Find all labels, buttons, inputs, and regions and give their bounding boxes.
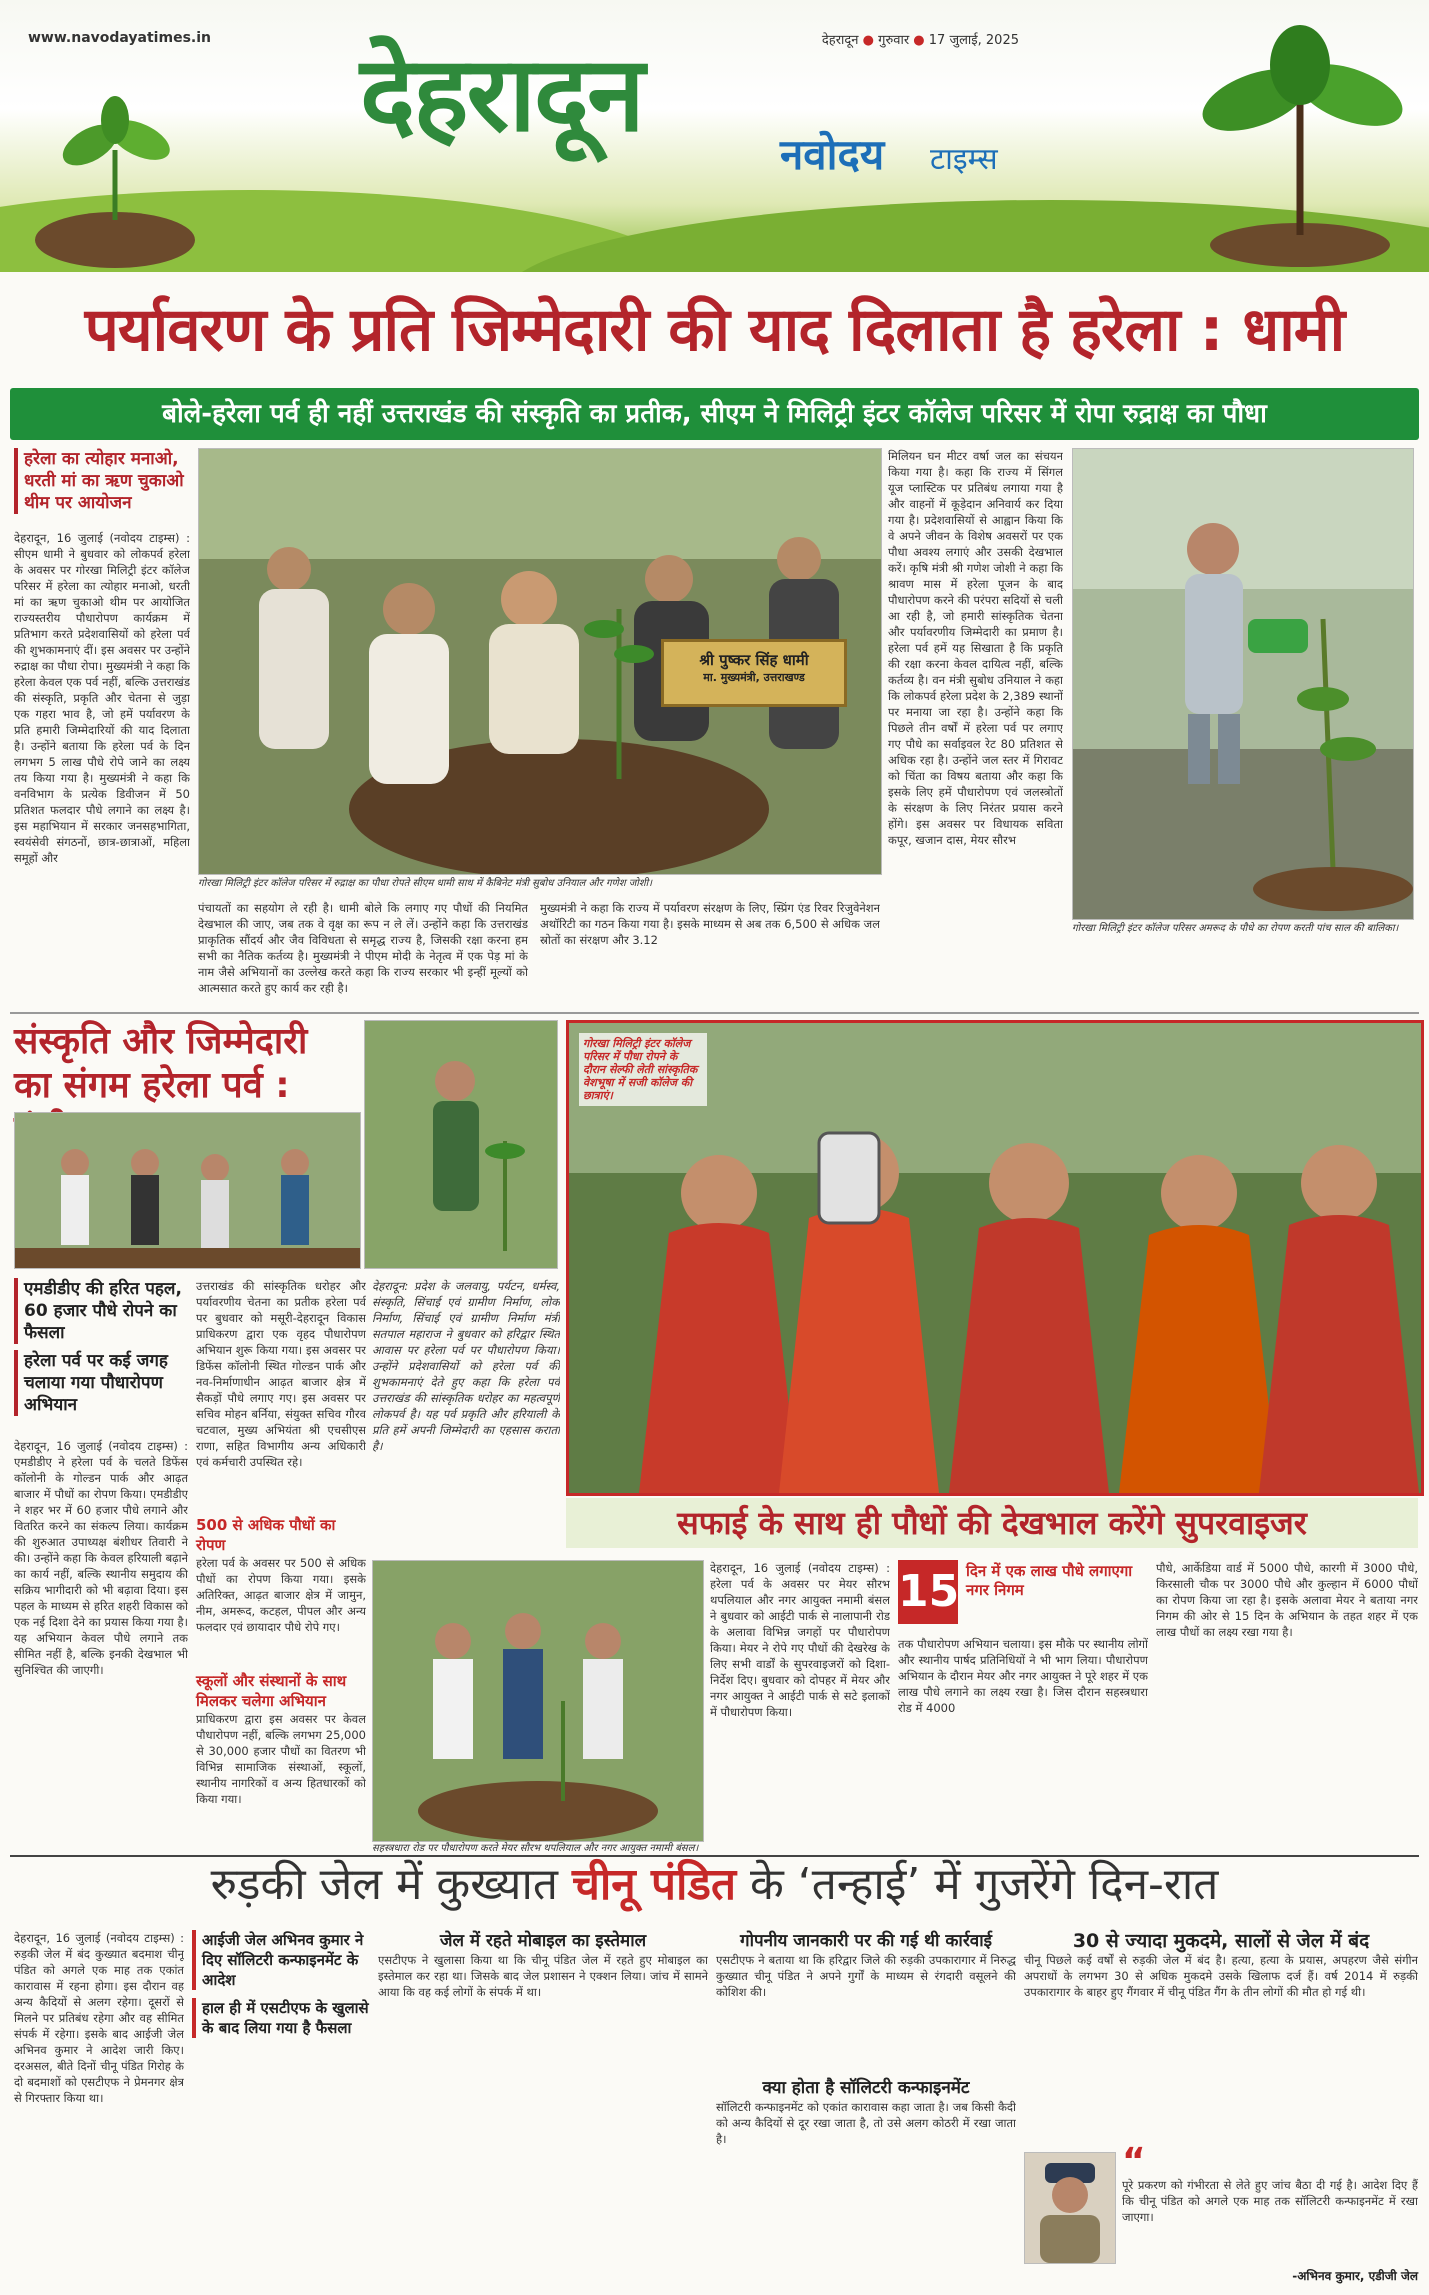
- dateline-date: 17 जुलाई, 2025: [928, 33, 1019, 48]
- story3-headline-2: हरेला पर्व पर कई जगह चलाया गया पौधारोपण अभियान: [14, 1350, 188, 1416]
- story2-red-sub-text: हरेला पर्व के अवसर पर 500 से अधिक पौधों का रोपण किया गया। इसके अतिरिक्त, आढ़त बाजार क्षेत्र में जामुन, नीम, अमरूद, कटहल, पीपल और अन्य फलदार एवं छायादार पौधे रोपे गए।: [196, 1556, 366, 1634]
- bottom-sub1-text: एसटीएफ ने खुलासा किया था कि चीनू पंडित जेल में रहते हुए मोबाइल का इस्तेमाल कर रहा था। जिसके बाद जेल प्रशासन ने एक्शन लिया। जांच में सामने आया कि वह कई लोगों के संपर्क में था।: [378, 1953, 708, 1999]
- masthead: [0, 0, 1429, 272]
- dateline-dot: ●: [913, 33, 925, 48]
- dateline-weekday: गुरुवार: [878, 33, 910, 48]
- story2-photo-minister: [364, 1020, 558, 1269]
- photo-illustration: [1025, 2153, 1115, 2263]
- plaque-title: मा. मुख्यमंत्री, उत्तराखण्ड: [703, 671, 805, 684]
- lead-column-mid-2: मुख्यमंत्री ने कहा कि राज्य में पर्यावरण संरक्षण के लिए, स्प्रिंग एंड रिवर रिजुवेनेशन अथॉरिटी का गठन किया गया है। इसके माध्यम से अब तक 6,500 से अधिक जल स्रोतों का संरक्षण और 3.12: [540, 901, 880, 947]
- photo-illustration: [373, 1561, 703, 1841]
- bottom-right-box: [1024, 1930, 1418, 2067]
- plaque: [661, 639, 847, 707]
- lead-column-right: मिलियन घन मीटर वर्षा जल का संचयन किया गया है। कहा कि राज्य में सिंगल यूज प्लास्टिक पर प्रतिबंध लगाया गया है और वाहनों में कूड़ेदान अनिवार्य कर दिया गया है। प्रदेशवासियों से आह्वान किया कि वे अपने जीवन के विशेष अवसरों पर एक पौधा अवश्य लगाएं और उसकी देखभाल करें। कृषि मंत्री श्री गणेश जोशी ने कहा कि श्रावण मास में हरेला पूजन के बाद पौधारोपण करने की परंपरा सदियों से चली आ रही है, जो हमारी सांस्कृतिक चेतना और पर्यावरणीय जिम्मेदारी का प्रमाण है। हरेला पर्व हमें यह सिखाता है कि प्रकृति की रक्षा करना केवल दायित्व नहीं, बल्कि कर्तव्य है। वन मंत्री सुबोध उनियाल ने कहा कि लोकपर्व हरेला प्रदेश के 2,389 स्थानों पर मनाया जा रहा है। उन्होंने कहा कि पिछले तीन वर्षों में हरेला पर्व पर लगाए गए पौधे का सर्वाइवल रेट 80 प्रतिशत से अधिक रहा है। उन्होंने जल स्तर में गिरावट को चिंता का विषय बताया और कहा कि इसके लिए हमें पौधारोपण एवं जलस्त्रोतों के संरक्षण के लिए निरंतर प्रयास करने होंगे। इस अवसर पर विधायक सविता कपूर, खजान दास, मेयर सौरभ: [888, 449, 1063, 847]
- story3-sub-box: [196, 1515, 366, 1871]
- divider: [10, 1012, 1419, 1014]
- story3-sub-red: स्कूलों और संस्थानों के साथ मिलकर चलेगा अभियान: [196, 1672, 347, 1710]
- bottom-headline-a: रुड़की जेल में कुख्यात: [210, 1859, 558, 1910]
- bottom-side-heads: [192, 1930, 370, 2038]
- dateline-place: देहरादून: [821, 33, 859, 48]
- story2-headline: संस्कृति और जिम्मेदारी का संगम हरेला पर्व :: [14, 1021, 308, 1106]
- story2-column-2: देहरादून: प्रदेश के जलवायु, पर्यटन, धर्मस्व, संस्कृति, सिंचाई एवं ग्रामीण निर्माण, लोक निर्माण, सिंचाई एवं ग्रामीण निर्माण मंत्री सतपाल महाराज ने बुधवार को हरिद्वार स्थित आवास पर हरेला पर्व पर पौधारोपण किया। उन्होंने प्रदेशवासियों को हरेला पर्व की शुभकामनाएं देते हुए कहा कि हरेला पर्व उत्तराखंड की सांस्कृतिक धरोहर का महत्वपूर्ण लोकपर्व है। यह पर्व प्रकृति और हरियाली के प्रति हमें अपनी जिम्मेदारी का एहसास कराता है।: [372, 1279, 560, 1453]
- photo-illustration: [15, 1113, 360, 1268]
- lead-photo-cm-planting: [198, 448, 882, 875]
- bottom-headline: [0, 1850, 1429, 1920]
- story4-box-text: दिन में एक लाख पौधे लगाएगा नगर निगम: [966, 1562, 1133, 1599]
- lead-side-head: हरेला का त्योहार मनाओ, धरती मां का ऋण चुकाओ थीम पर आयोजन: [14, 448, 188, 514]
- story2-column-1: उत्तराखंड की सांस्कृतिक धरोहर और पर्यावरणीय चेतना का प्रतीक हरेला पर्व पर बुधवार को मसूरी-देहरादून विकास प्राधिकरण द्वारा एक वृहद पौधारोपण अभियान शुरू किया गया। इस अवसर पर डिफेंस कॉलोनी स्थित गोल्डन पार्क और नव-निर्माणाधीन आढ़त बाजार क्षेत्र में सैकड़ों पौधे लगाए गए। इस अवसर पर सचिव मोहन बर्निया, संयुक्त सचिव गौरव चटवाल, मुख्य अभियंता श्री एचसीएस राणा, सहित विभागीय अन्य अधिकारी एवं कर्मचारी उपस्थित रहे।: [196, 1279, 366, 1469]
- bottom-headline-c: के ‘तन्हाई’ में गुजरेंगे दिन-रात: [750, 1859, 1219, 1910]
- officer-photo: [1024, 2152, 1116, 2264]
- bottom-right-text: चीनू पिछले कई वर्षों से रुड़की जेल में बंद है। हत्या, हत्या के प्रयास, अपहरण जैसे संगीन अपराधों के लगभग 30 से अधिक मुकदमे उसके खिलाफ दर्ज हैं। वर्ष 2014 में रुड़की उपकारागार के बाहर हुए गैंगवार में चीनू पंडित गैंग के तीन लोगों की मौत हो गई थी।: [1024, 1953, 1418, 1999]
- story4-photo-caption: सहस्त्रधारा रोड पर पौधारोपण करते मेयर सौरभ थपलियाल और नगर आयुक्त नमामी बंसल।: [372, 1843, 699, 1854]
- lead-headline: पर्यावरण के प्रति जिम्मेदारी की याद दिलाता है हरेला : धामी: [84, 295, 1345, 365]
- story3-text: देहरादून, 16 जुलाई (नवोदय टाइम्स) : एमडीडीए ने हरेला पर्व के चलते डिफेंस कॉलोनी के गोल्डन पार्क और आढ़त बाजार में पौधों का रोपण किया। एमडीडीए ने शहर भर में 60 हजार पौधे लगाने और वितरित करने का संकल्प लिया। कार्यक्रम की शुरुआत उपाध्यक्ष बंशीधर तिवारी ने की। उन्होंने कहा कि केवल हरियाली बढ़ाने का कार्य नहीं, बल्कि स्थानीय समुदाय की सक्रिय भागीदारी को भी बढ़ावा दिया। इस पहल के माध्यम से हरित शहरी विकास को एक नई दिशा देने का प्रयास किया गया है। यह अभियान केवल पौधे लगाने तक सीमित नहीं है, बल्कि इनकी देखभाल भी सुनिश्चित की जाएगी।: [14, 1439, 188, 1677]
- plaque-name: श्री पुष्कर सिंह धामी: [699, 651, 809, 669]
- story4-column-3: पौधे, आर्केडिया वार्ड में 5000 पौधे, कारगी में 3000 पौधे, किरसाली चौक पर 3000 पौधे और कुल्हान में 6000 पौधों का रोपण किया जा रहा है। इसके अलावा मेयर ने बताया नगर निगम की ओर से 15 दिन के अभियान के तहत शहर में एक लाख पौधों का लक्ष्य रखा गया है।: [1156, 1561, 1418, 1639]
- bottom-side-head-2: हाल ही में एसटीएफ के खुलासे के बाद लिया गया है फैसला: [192, 1998, 370, 2038]
- quote-box: [1122, 2141, 1418, 2284]
- quote-byline: -अभिनव कुमार, एडीजी जेल: [1292, 2269, 1418, 2283]
- bottom-side-head-1: आईजी जेल अभिनव कुमार ने दिए सॉलिटरी कन्फाइनमेंट के आदेश: [192, 1930, 370, 1990]
- story4-column-2: तक पौधारोपण अभियान चलाया। इस मौके पर स्थानीय लोगों और स्थानीय पार्षद प्रतिनिधियों ने भी भाग लिया। पौधारोपण अभियान के दौरान मेयर और नगर आयुक्त ने पूरे शहर में एक लाख पौधे लगाने का लक्ष्य रखा है। जिस दौरान सहस्त्रधारा रोड में 4000: [898, 1637, 1148, 1715]
- dateline: [822, 30, 1019, 48]
- story3-headlines: [14, 1278, 188, 1416]
- story4-column-1: देहरादून, 16 जुलाई (नवोदय टाइम्स) : हरेला पर्व के अवसर पर मेयर सौरभ थपलियाल और नगर आयुक्त नमामी बंसल ने बुधवार को आईटी पार्क से नालापानी रोड के अलावा विभिन्न जगहों पर पौधारोपण किया। मेयर ने रोपे गए पौधों की देखरेख के लिए सभी वार्डों के सुपरवाइजरों को दिशा-निर्देश दिए। बुधवार को दोपहर में मेयर और नगर आयुक्त ने आईटी पार्क से सटे इलाकों में पौधारोपण किया।: [710, 1561, 890, 1719]
- site-url[interactable]: www.navodayatimes.in: [28, 30, 211, 46]
- bottom-sub2-head: गोपनीय जानकारी पर की गई थी कार्रवाई: [740, 1931, 992, 1951]
- bottom-sub1-box: [378, 1930, 708, 2272]
- story2-red-sub: 500 से अधिक पौधों का रोपण: [196, 1516, 336, 1554]
- lead-column-1: देहरादून, 16 जुलाई (नवोदय टाइम्स) : सीएम धामी ने बुधवार को लोकपर्व हरेला के अवसर पर गोरखा मिलिट्री इंटर कॉलेज परिसर में हरेला का त्योहार मनाओ, धरती मां का ऋण चुकाओ थीम पर आयोजित राज्यस्तरीय पौधारोपण कार्यक्रम में प्रतिभाग करते प्रदेशवासियों को हरेला पर्व की शुभकामनाएं दीं। इस अवसर पर उन्होंने रुद्राक्ष का पौधा रोपा। मुख्यमंत्री ने कहा कि हरेला केवल एक पर्व नहीं, बल्कि उत्तराखंड की संस्कृति, प्रकृति और चेतना से जुड़ा एक गहरा भाव है, जो हमें पर्यावरण के प्रति हमारी जिम्मेदारियों की याद दिलाता है। उन्होंने बताया कि हरेला पर्व के दिन लगभग 5 लाख पौधे रोपे जाने का लक्ष्य तय किया गया है। मुख्यमंत्री ने कहा कि वनविभाग के प्रत्येक डिवीजन में 50 प्रतिशत फलदार पौधे लगाने का लक्ष्य है। इस महाभियान में सरकार जनसहभागिता, स्वयंसेवी संगठनों, छात्र-छात्राओं, महिला समूहों और: [14, 531, 190, 865]
- photo-illustration: [1073, 449, 1413, 919]
- lead-column-mid-1: पंचायतों का सहयोग ले रही है। धामी बोले कि लगाए गए पौधों की नियमित देखभाल की जाए, जब तक वे वृक्ष का रूप न ले लें। उन्होंने कहा कि उत्तराखंड प्राकृतिक सौंदर्य और जैव विविधता से समृद्ध राज्य है, जिसकी रक्षा करना हम सभी का नैतिक कर्तव्य है। मुख्यमंत्री ने पीएम मोदी के नेतृत्व में एक पेड़ मां के नाम जैसे अभियानों का उल्लेख करते कहा कि राज्य सरकार भी इन्हीं मूल्यों को आत्मसात करते हुए कार्य कर रही है।: [198, 901, 528, 995]
- sapling-icon: [1185, 20, 1415, 270]
- story4-headline-bar: [566, 1498, 1418, 1548]
- story4-headline: सफाई के साथ ही पौधों की देखभाल करेंगे सुपरवाइजर: [677, 1504, 1307, 1542]
- bottom-headline-b: चीनू पंडित: [571, 1859, 737, 1910]
- story2-photo-caption: गोरखा मिलिट्री इंटर कॉलेज परिसर में पौधा रोपने के दौरान सेल्फी लेती सांस्कृतिक वेशभूषा में सजी कॉलेज की छात्राएं।: [579, 1033, 707, 1106]
- lead-photo2-caption: गोरखा मिलिट्री इंटर कॉलेज परिसर अमरूद के पौधे का रोपण करती पांच साल की बालिका।: [1072, 923, 1399, 934]
- story3-headline-1: एमडीडीए की हरित पहल, 60 हजार पौधे रोपने का फैसला: [14, 1278, 188, 1344]
- lead-photo-girl-watering: [1072, 448, 1414, 920]
- paper-title: देहरादून: [360, 33, 643, 155]
- bottom-sub3-head: क्या होता है सॉलिटरी कन्फाइनमेंट: [762, 2078, 970, 2098]
- story4-box: [898, 1560, 1198, 1630]
- story2-photo-group: [14, 1112, 361, 1269]
- story2-photo-selfie: [566, 1020, 1424, 1496]
- lead-side-head-box: [14, 448, 188, 514]
- story3-sub-text: प्राधिकरण द्वारा इस अवसर पर केवल पौधारोपण नहीं, बल्कि लगभग 25,000 से 30,000 हजार पौधों का वितरण भी विभिन्न सामाजिक संस्थाओं, स्कूलों, स्थानीय नागरिकों व अन्य हितधारकों को किया गया।: [196, 1712, 366, 1806]
- quote-text: पूरे प्रकरण को गंभीरता से लेते हुए जांच बैठा दी गई है। आदेश दिए हैं कि चीनू पंडित को अगले एक माह तक सॉलिटरी कन्फाइनमेंट में रखा जाएगा।: [1122, 2178, 1418, 2224]
- lead-photo-caption: गोरखा मिलिट्री इंटर कॉलेज परिसर में रुद्राक्ष का पौधा रोपते सीएम धामी साथ में कैबिनेट मंत्री सुबोध उनियाल और गणेश जोशी।: [198, 878, 653, 889]
- brand-name: नवोदय: [780, 130, 885, 179]
- bottom-sub2-text: एसटीएफ ने बताया था कि हरिद्वार जिले की रुड़की उपकारागार में निरुद्ध कुख्यात चीनू पंडित ने अपने गुर्गों के माध्यम से रंगदारी वसूलने की कोशिश की।: [716, 1953, 1016, 1999]
- lead-subheadline: बोले-हरेला पर्व ही नहीं उत्तराखंड की संस्कृति का प्रतीक, सीएम ने मिलिट्री इंटर कॉलेज परिसर में रोपा रुद्राक्ष का पौधा: [10, 388, 1419, 440]
- bottom-sub2-box: [716, 1930, 1016, 2249]
- bottom-sub1-head: जेल में रहते मोबाइल का इस्तेमाल: [439, 1931, 647, 1951]
- photo-illustration: [365, 1021, 557, 1268]
- quote-icon: “: [1122, 2141, 1146, 2182]
- dateline-dot: ●: [862, 33, 874, 48]
- bottom-sub3-text: सॉलिटरी कन्फाइनमेंट को एकांत कारावास कहा जाता है। जब किसी कैदी को अन्य कैदियों से दूर रखा जाता है, तो उसे अलग कोठरी में रखा जाता है।: [716, 2100, 1016, 2146]
- bottom-column-1: देहरादून, 16 जुलाई (नवोदय टाइम्स) : रुड़की जेल में बंद कुख्यात बदमाश चीनू पंडित को अगले एक माह तक एकांत कारावास में रहना होगा। इस दौरान वह अन्य कैदियों से अलग रहेगा। दूसरों से मिलने पर प्रतिबंध रहेगा और वह सीमित संपर्क में रहेगा। इसके बाद आईजी जेल अभिनव कुमार ने आदेश जारी किए। दरअसल, बीते दिनों चीनू पंडित गिरोह के दो बदमाशों को एसटीएफ ने प्रेमनगर क्षेत्र से गिरफ्तार किया था।: [14, 1931, 184, 2105]
- plant-hands-icon: [20, 50, 210, 270]
- bottom-right-head: 30 से ज्यादा मुकदमे, सालों से जेल में बंद: [1072, 1930, 1370, 1952]
- brand-suffix: टाइम्स: [930, 142, 998, 177]
- story4-box-number: 15: [898, 1560, 958, 1624]
- story4-photo-mayor: [372, 1560, 704, 1842]
